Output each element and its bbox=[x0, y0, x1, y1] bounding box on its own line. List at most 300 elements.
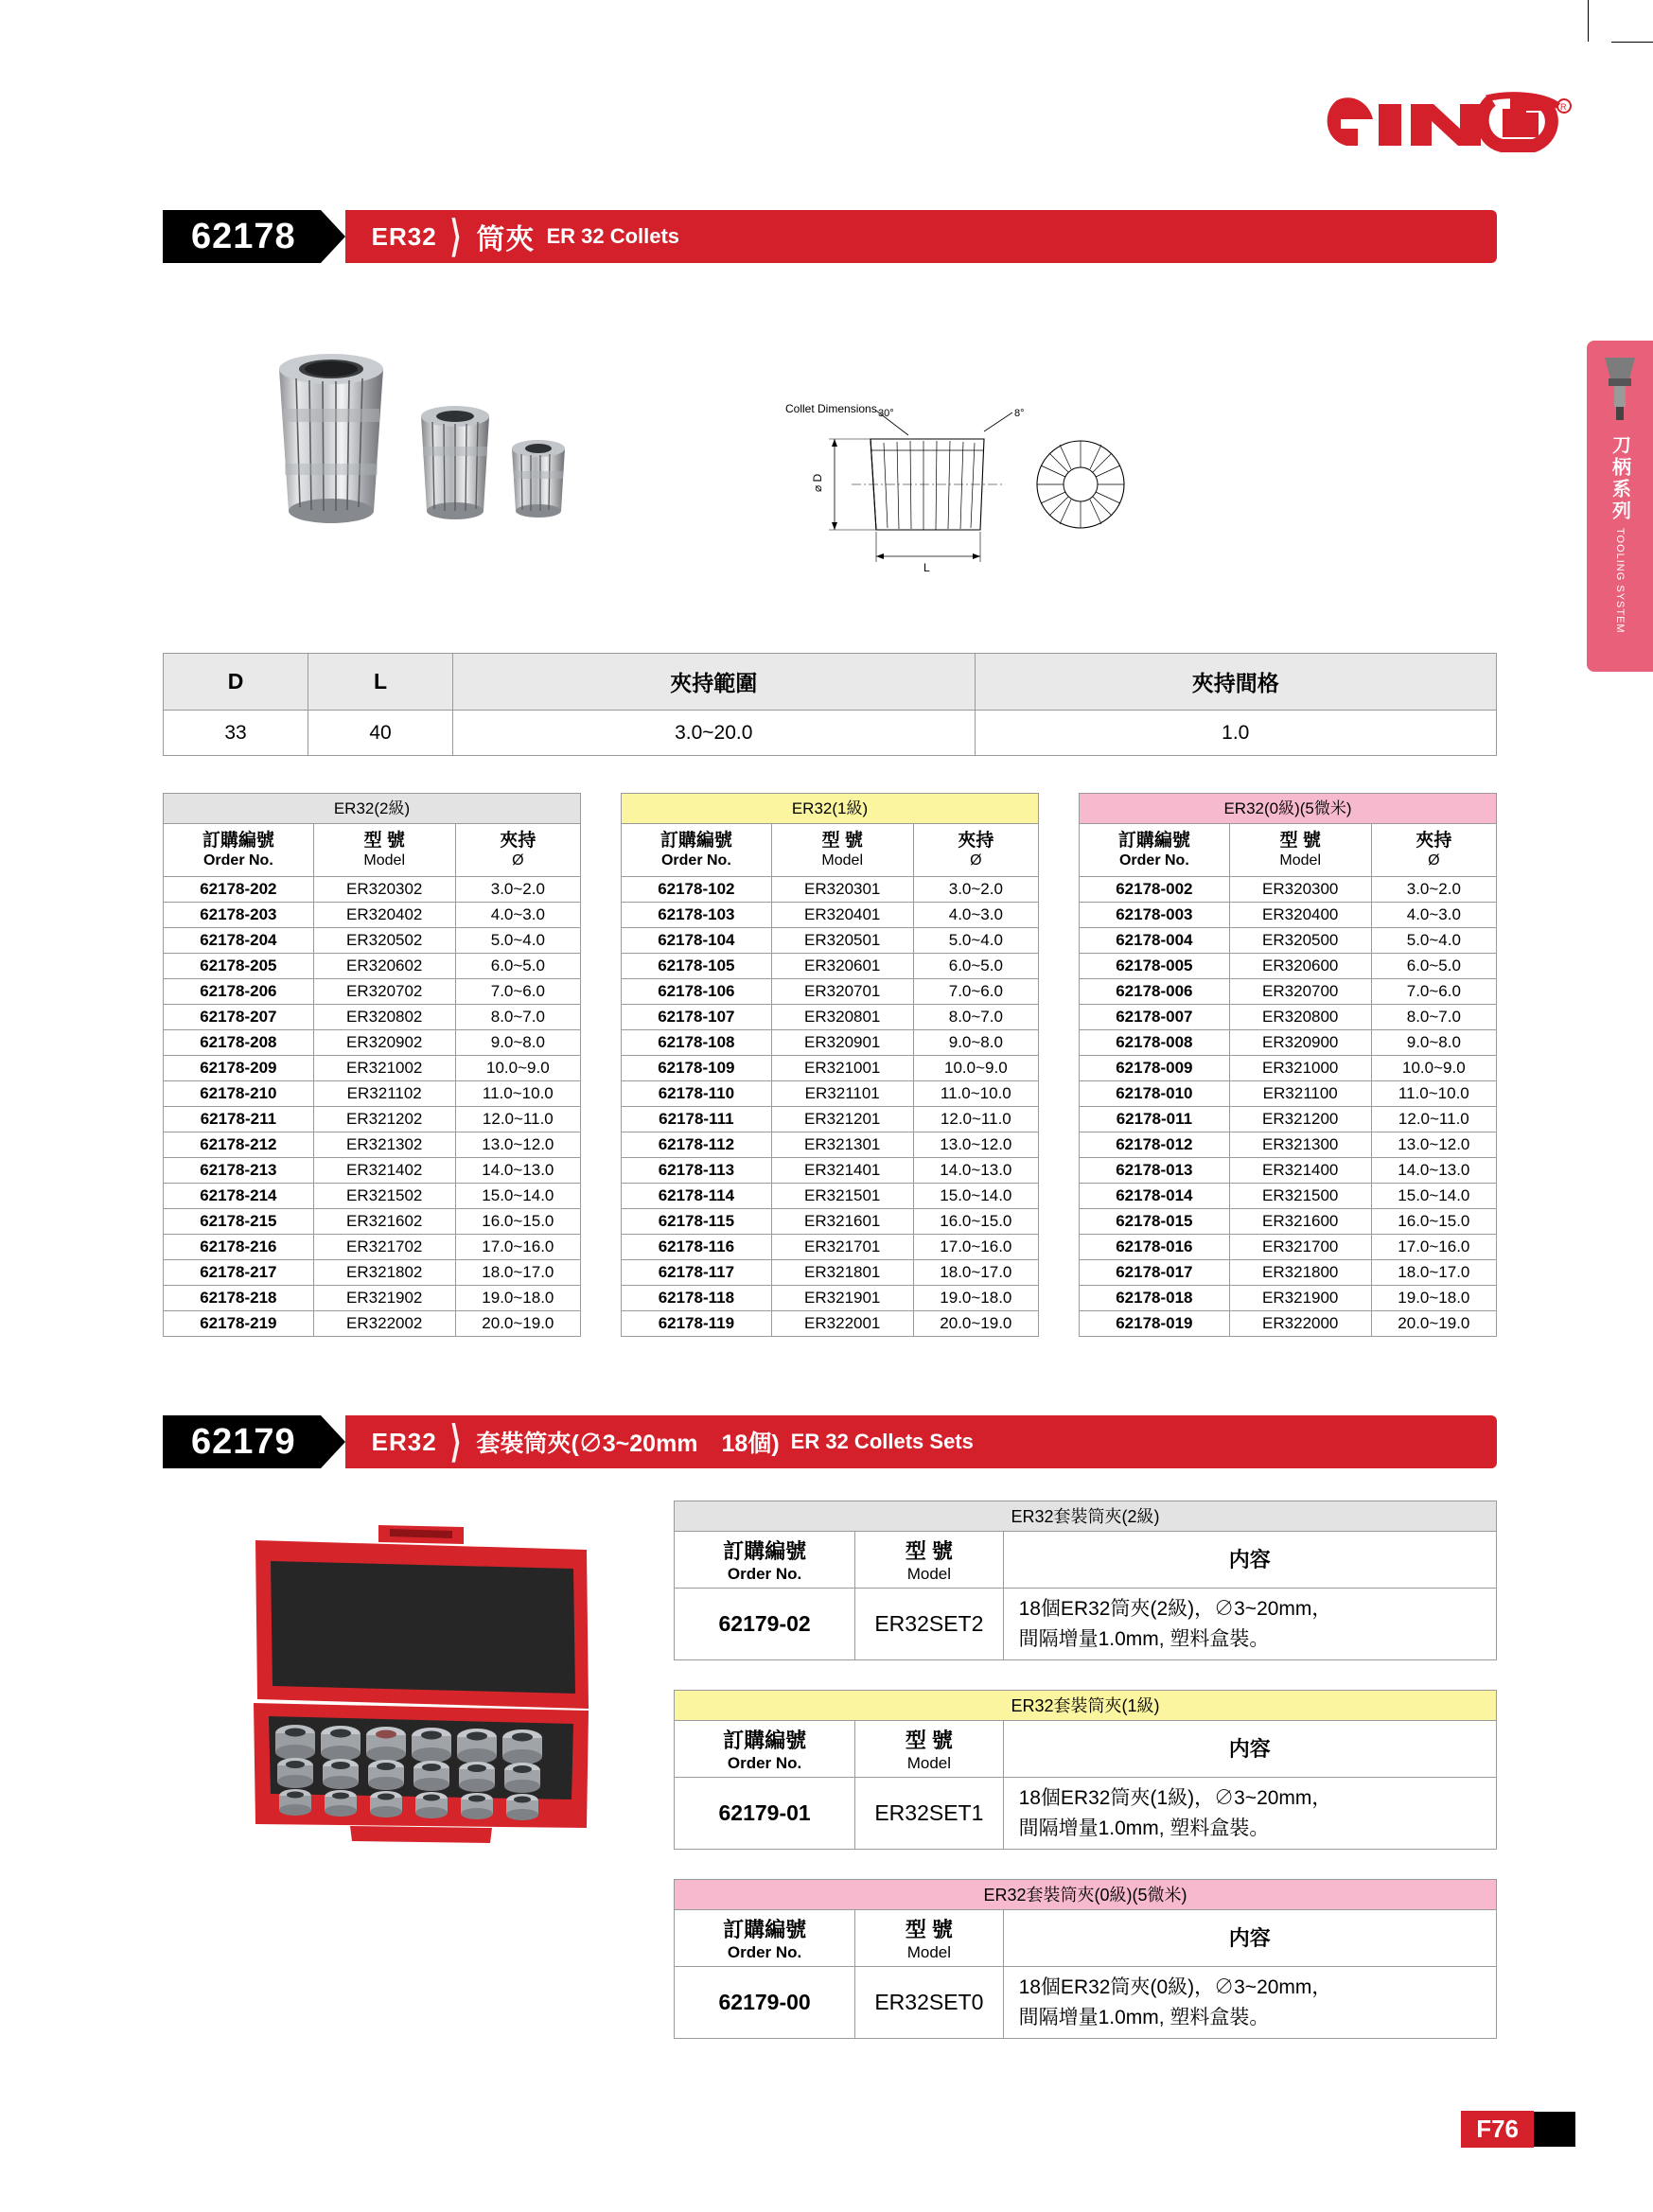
cell-order-no: 62178-207 bbox=[164, 1005, 314, 1030]
spec-header-range: 夾持範圍 bbox=[453, 654, 975, 711]
side-tab-tooling-system[interactable] bbox=[1587, 341, 1653, 672]
cell-model: ER321002 bbox=[313, 1056, 455, 1081]
cell-order-no: 62178-013 bbox=[1080, 1158, 1230, 1184]
order-table-title: ER32(2級) bbox=[163, 793, 581, 823]
cell-grip: 4.0~3.0 bbox=[455, 903, 580, 928]
table-row bbox=[164, 1235, 581, 1260]
set-header-orderno: 訂購編號 Order No. bbox=[675, 1910, 855, 1967]
cell-grip: 8.0~7.0 bbox=[913, 1005, 1038, 1030]
set-content-line1: 18個ER32筒夾(1級)，∅3~20mm， bbox=[1018, 1787, 1332, 1809]
cell-order-no: 62178-015 bbox=[1080, 1209, 1230, 1235]
cell-model: ER321001 bbox=[771, 1056, 913, 1081]
table-row bbox=[1080, 1158, 1497, 1184]
cell-model: ER320801 bbox=[771, 1005, 913, 1030]
cell-order-no: 62178-006 bbox=[1080, 979, 1230, 1005]
table-row bbox=[622, 1235, 1039, 1260]
svg-text:⌀ D: ⌀ D bbox=[811, 473, 824, 492]
table-row bbox=[1080, 1081, 1497, 1107]
table-row bbox=[622, 1107, 1039, 1132]
cell-order-no: 62178-206 bbox=[164, 979, 314, 1005]
cell-model: ER321701 bbox=[771, 1235, 913, 1260]
set-table-header-row bbox=[675, 1721, 1497, 1778]
cell-order-no: 62178-114 bbox=[622, 1184, 772, 1209]
table-row bbox=[1080, 1235, 1497, 1260]
spec-value-step: 1.0 bbox=[975, 711, 1497, 756]
cell-model: ER321802 bbox=[313, 1260, 455, 1286]
cell-model: ER320502 bbox=[313, 928, 455, 954]
cell-grip: 5.0~4.0 bbox=[913, 928, 1038, 954]
table-row bbox=[164, 1286, 581, 1311]
spec-table-value-row bbox=[164, 711, 1497, 756]
cell-order-no: 62178-113 bbox=[622, 1158, 772, 1184]
cell-model: ER321600 bbox=[1229, 1209, 1371, 1235]
cell-order-no: 62178-215 bbox=[164, 1209, 314, 1235]
order-table-block-1 bbox=[163, 793, 581, 1337]
cell-model: ER321801 bbox=[771, 1260, 913, 1286]
cell-grip: 11.0~10.0 bbox=[455, 1081, 580, 1107]
table-row bbox=[1080, 1311, 1497, 1337]
cell-order-no: 62178-117 bbox=[622, 1260, 772, 1286]
page-number-label: F76 bbox=[1461, 2111, 1534, 2148]
table-row bbox=[1080, 1286, 1497, 1311]
order-header-grip: 夾持 Ø bbox=[455, 824, 580, 877]
set-content-line1: 18個ER32筒夾(0級)，∅3~20mm， bbox=[1018, 1976, 1332, 1998]
cell-grip: 6.0~5.0 bbox=[1371, 954, 1496, 979]
cell-order-no: 62178-112 bbox=[622, 1132, 772, 1158]
cell-model: ER321101 bbox=[771, 1081, 913, 1107]
set-content-line2: 間隔增量1.0mm, 塑料盒裝。 bbox=[1018, 1627, 1270, 1650]
cell-order-no: 62178-211 bbox=[164, 1107, 314, 1132]
cell-model: ER320900 bbox=[1229, 1030, 1371, 1056]
table-row bbox=[1080, 1184, 1497, 1209]
table-row bbox=[164, 877, 581, 903]
set-table bbox=[674, 1909, 1497, 2039]
cell-grip: 15.0~14.0 bbox=[1371, 1184, 1496, 1209]
cell-model: ER320800 bbox=[1229, 1005, 1371, 1030]
cell-grip: 13.0~12.0 bbox=[455, 1132, 580, 1158]
cell-grip: 7.0~6.0 bbox=[913, 979, 1038, 1005]
order-table bbox=[621, 823, 1039, 1337]
svg-text:30°: 30° bbox=[878, 408, 894, 419]
banner-arrow-icon-2 bbox=[321, 1415, 345, 1468]
table-row bbox=[1080, 1030, 1497, 1056]
table-row bbox=[1080, 1005, 1497, 1030]
table-row bbox=[622, 877, 1039, 903]
order-header-model: 型 號 Model bbox=[771, 824, 913, 877]
cell-order-no: 62178-217 bbox=[164, 1260, 314, 1286]
table-row bbox=[1080, 1056, 1497, 1081]
cell-grip: 19.0~18.0 bbox=[455, 1286, 580, 1311]
cell-grip: 19.0~18.0 bbox=[1371, 1286, 1496, 1311]
set-table-header-row bbox=[675, 1532, 1497, 1589]
order-table-title: ER32(1級) bbox=[621, 793, 1039, 823]
cell-grip: 18.0~17.0 bbox=[455, 1260, 580, 1286]
table-row bbox=[164, 1107, 581, 1132]
order-table-block-2 bbox=[621, 793, 1039, 1337]
section2-code: 62179 bbox=[163, 1415, 321, 1468]
table-row bbox=[1080, 979, 1497, 1005]
cell-grip: 13.0~12.0 bbox=[913, 1132, 1038, 1158]
cell-order-no: 62178-210 bbox=[164, 1081, 314, 1107]
cell-order-no: 62178-102 bbox=[622, 877, 772, 903]
set-table bbox=[674, 1720, 1497, 1850]
set-cell-model: ER32SET0 bbox=[855, 1967, 1003, 2039]
cell-model: ER320301 bbox=[771, 877, 913, 903]
cell-order-no: 62178-213 bbox=[164, 1158, 314, 1184]
set-table-title: ER32套裝筒夾(2級) bbox=[674, 1501, 1497, 1531]
brand-logo bbox=[1320, 91, 1575, 159]
order-table-title: ER32(0級)(5微米) bbox=[1079, 793, 1497, 823]
cell-model: ER320401 bbox=[771, 903, 913, 928]
cell-order-no: 62178-011 bbox=[1080, 1107, 1230, 1132]
cell-model: ER321800 bbox=[1229, 1260, 1371, 1286]
cell-grip: 16.0~15.0 bbox=[913, 1209, 1038, 1235]
spec-table-header-row bbox=[164, 654, 1497, 711]
set-cell-model: ER32SET2 bbox=[855, 1589, 1003, 1660]
cell-model: ER321501 bbox=[771, 1184, 913, 1209]
table-row bbox=[164, 1132, 581, 1158]
cell-grip: 8.0~7.0 bbox=[455, 1005, 580, 1030]
cell-model: ER320601 bbox=[771, 954, 913, 979]
table-row bbox=[622, 979, 1039, 1005]
set-cell-content bbox=[1003, 1778, 1496, 1850]
cell-model: ER321902 bbox=[313, 1286, 455, 1311]
cell-order-no: 62178-111 bbox=[622, 1107, 772, 1132]
table-row bbox=[164, 954, 581, 979]
set-header-model: 型 號 Model bbox=[855, 1721, 1003, 1778]
section-title-cn: 筒夾 bbox=[476, 224, 536, 255]
table-row bbox=[675, 1967, 1497, 2039]
spec-header-l: L bbox=[308, 654, 453, 711]
cell-grip: 13.0~12.0 bbox=[1371, 1132, 1496, 1158]
cell-grip: 3.0~2.0 bbox=[913, 877, 1038, 903]
cell-model: ER320400 bbox=[1229, 903, 1371, 928]
cell-order-no: 62178-010 bbox=[1080, 1081, 1230, 1107]
table-row bbox=[164, 903, 581, 928]
cell-order-no: 62178-004 bbox=[1080, 928, 1230, 954]
cell-grip: 7.0~6.0 bbox=[1371, 979, 1496, 1005]
cell-grip: 20.0~19.0 bbox=[1371, 1311, 1496, 1337]
cell-model: ER321100 bbox=[1229, 1081, 1371, 1107]
cell-order-no: 62178-202 bbox=[164, 877, 314, 903]
cell-grip: 20.0~19.0 bbox=[913, 1311, 1038, 1337]
table-row bbox=[164, 1311, 581, 1337]
cell-model: ER320600 bbox=[1229, 954, 1371, 979]
cell-grip: 17.0~16.0 bbox=[1371, 1235, 1496, 1260]
cell-grip: 11.0~10.0 bbox=[913, 1081, 1038, 1107]
set-table-title: ER32套裝筒夾(1級) bbox=[674, 1690, 1497, 1720]
section2-title-cn: 套裝筒夾(∅3~20mm 18個) bbox=[476, 1431, 780, 1457]
cell-order-no: 62178-214 bbox=[164, 1184, 314, 1209]
side-tab-label-en: TOOLING SYSTEM bbox=[1614, 528, 1626, 634]
cell-grip: 5.0~4.0 bbox=[1371, 928, 1496, 954]
cell-grip: 7.0~6.0 bbox=[455, 979, 580, 1005]
table-row bbox=[675, 1778, 1497, 1850]
cell-model: ER321500 bbox=[1229, 1184, 1371, 1209]
crop-mark-top-right bbox=[1588, 0, 1589, 42]
banner-arrow-icon bbox=[321, 210, 345, 263]
cell-model: ER320302 bbox=[313, 877, 455, 903]
set-cell-content bbox=[1003, 1589, 1496, 1660]
cell-order-no: 62178-218 bbox=[164, 1286, 314, 1311]
table-row bbox=[622, 1158, 1039, 1184]
cell-grip: 14.0~13.0 bbox=[1371, 1158, 1496, 1184]
table-row bbox=[622, 1260, 1039, 1286]
cell-model: ER320700 bbox=[1229, 979, 1371, 1005]
cell-grip: 10.0~9.0 bbox=[913, 1056, 1038, 1081]
page-number-block bbox=[1534, 2112, 1575, 2147]
cell-order-no: 62178-118 bbox=[622, 1286, 772, 1311]
cell-model: ER321900 bbox=[1229, 1286, 1371, 1311]
table-row bbox=[1080, 1260, 1497, 1286]
cell-grip: 14.0~13.0 bbox=[913, 1158, 1038, 1184]
cell-order-no: 62178-108 bbox=[622, 1030, 772, 1056]
cell-grip: 18.0~17.0 bbox=[1371, 1260, 1496, 1286]
table-row bbox=[164, 1081, 581, 1107]
table-row bbox=[622, 1286, 1039, 1311]
table-row bbox=[622, 1132, 1039, 1158]
cell-grip: 12.0~11.0 bbox=[1371, 1107, 1496, 1132]
table-row bbox=[622, 1005, 1039, 1030]
cell-order-no: 62178-219 bbox=[164, 1311, 314, 1337]
cell-grip: 17.0~16.0 bbox=[455, 1235, 580, 1260]
cell-grip: 10.0~9.0 bbox=[455, 1056, 580, 1081]
cell-order-no: 62178-107 bbox=[622, 1005, 772, 1030]
order-header-model: 型 號 Model bbox=[313, 824, 455, 877]
collet-product-photo bbox=[241, 322, 771, 587]
cell-model: ER321901 bbox=[771, 1286, 913, 1311]
tool-holder-icon bbox=[1595, 354, 1644, 424]
set-table-block-3 bbox=[674, 1879, 1497, 2039]
cell-order-no: 62178-005 bbox=[1080, 954, 1230, 979]
cell-grip: 19.0~18.0 bbox=[913, 1286, 1038, 1311]
set-header-orderno: 訂購編號 Order No. bbox=[675, 1721, 855, 1778]
drawing-caption: Collet Dimensions bbox=[785, 402, 877, 415]
cell-order-no: 62178-002 bbox=[1080, 877, 1230, 903]
cell-grip: 12.0~11.0 bbox=[455, 1107, 580, 1132]
order-table bbox=[163, 823, 581, 1337]
order-table-header-row bbox=[164, 824, 581, 877]
table-row bbox=[164, 979, 581, 1005]
cell-grip: 3.0~2.0 bbox=[455, 877, 580, 903]
order-header-grip: 夾持 Ø bbox=[1371, 824, 1496, 877]
table-row bbox=[622, 1311, 1039, 1337]
cell-model: ER320901 bbox=[771, 1030, 913, 1056]
cell-order-no: 62178-009 bbox=[1080, 1056, 1230, 1081]
set-cell-order-no: 62179-01 bbox=[675, 1778, 855, 1850]
table-row bbox=[164, 1209, 581, 1235]
cell-order-no: 62178-203 bbox=[164, 903, 314, 928]
cell-model: ER321000 bbox=[1229, 1056, 1371, 1081]
set-content-line1: 18個ER32筒夾(2級)，∅3~20mm， bbox=[1018, 1598, 1332, 1620]
cell-grip: 15.0~14.0 bbox=[913, 1184, 1038, 1209]
cell-model: ER321601 bbox=[771, 1209, 913, 1235]
crop-mark-top-right-h bbox=[1611, 42, 1653, 43]
set-cell-order-no: 62179-00 bbox=[675, 1967, 855, 2039]
cell-model: ER320701 bbox=[771, 979, 913, 1005]
spec-value-range: 3.0~20.0 bbox=[453, 711, 975, 756]
cell-grip: 20.0~19.0 bbox=[455, 1311, 580, 1337]
cell-model: ER320902 bbox=[313, 1030, 455, 1056]
cell-grip: 12.0~11.0 bbox=[913, 1107, 1038, 1132]
side-tab-label-cn: 刀柄系列 bbox=[1609, 435, 1630, 522]
cell-order-no: 62178-104 bbox=[622, 928, 772, 954]
set-content-line2: 間隔增量1.0mm, 塑料盒裝。 bbox=[1018, 2006, 1270, 2028]
cell-model: ER320500 bbox=[1229, 928, 1371, 954]
cell-order-no: 62178-014 bbox=[1080, 1184, 1230, 1209]
table-row bbox=[164, 1260, 581, 1286]
cell-grip: 18.0~17.0 bbox=[913, 1260, 1038, 1286]
table-row bbox=[1080, 1132, 1497, 1158]
cell-order-no: 62178-119 bbox=[622, 1311, 772, 1337]
cell-order-no: 62178-016 bbox=[1080, 1235, 1230, 1260]
set-header-model: 型 號 Model bbox=[855, 1532, 1003, 1589]
set-table-title: ER32套裝筒夾(0級)(5微米) bbox=[674, 1879, 1497, 1909]
cell-order-no: 62178-003 bbox=[1080, 903, 1230, 928]
spec-table bbox=[163, 653, 1497, 756]
cell-model: ER321201 bbox=[771, 1107, 913, 1132]
table-row bbox=[622, 928, 1039, 954]
set-content-line2: 間隔增量1.0mm, 塑料盒裝。 bbox=[1018, 1817, 1270, 1839]
table-row bbox=[164, 1184, 581, 1209]
spec-header-step: 夾持間格 bbox=[975, 654, 1497, 711]
cell-grip: 3.0~2.0 bbox=[1371, 877, 1496, 903]
cell-order-no: 62178-109 bbox=[622, 1056, 772, 1081]
order-header-grip: 夾持 Ø bbox=[913, 824, 1038, 877]
cell-order-no: 62178-204 bbox=[164, 928, 314, 954]
cell-model: ER320402 bbox=[313, 903, 455, 928]
spec-value-d: 33 bbox=[164, 711, 308, 756]
cell-grip: 9.0~8.0 bbox=[1371, 1030, 1496, 1056]
cell-grip: 6.0~5.0 bbox=[913, 954, 1038, 979]
table-row bbox=[622, 1209, 1039, 1235]
cell-grip: 11.0~10.0 bbox=[1371, 1081, 1496, 1107]
cell-grip: 16.0~15.0 bbox=[455, 1209, 580, 1235]
svg-text:R: R bbox=[1560, 102, 1567, 112]
table-row bbox=[164, 1158, 581, 1184]
cell-model: ER320300 bbox=[1229, 877, 1371, 903]
set-table-header-row bbox=[675, 1910, 1497, 1967]
cell-model: ER321402 bbox=[313, 1158, 455, 1184]
cell-model: ER321200 bbox=[1229, 1107, 1371, 1132]
cell-grip: 14.0~13.0 bbox=[455, 1158, 580, 1184]
order-header-orderno: 訂購編號 Order No. bbox=[1080, 824, 1230, 877]
set-table bbox=[674, 1531, 1497, 1660]
cell-order-no: 62178-017 bbox=[1080, 1260, 1230, 1286]
table-row bbox=[675, 1589, 1497, 1660]
table-row bbox=[164, 1056, 581, 1081]
cell-model: ER322002 bbox=[313, 1311, 455, 1337]
set-cell-order-no: 62179-02 bbox=[675, 1589, 855, 1660]
order-header-model: 型 號 Model bbox=[1229, 824, 1371, 877]
section-code: 62178 bbox=[163, 210, 321, 263]
table-row bbox=[622, 903, 1039, 928]
set-cell-content bbox=[1003, 1967, 1496, 2039]
cell-grip: 4.0~3.0 bbox=[913, 903, 1038, 928]
cell-model: ER321502 bbox=[313, 1184, 455, 1209]
table-row bbox=[164, 1005, 581, 1030]
table-row bbox=[622, 1056, 1039, 1081]
table-row bbox=[1080, 1209, 1497, 1235]
cell-order-no: 62178-212 bbox=[164, 1132, 314, 1158]
cell-grip: 15.0~14.0 bbox=[455, 1184, 580, 1209]
cell-order-no: 62178-209 bbox=[164, 1056, 314, 1081]
cell-grip: 5.0~4.0 bbox=[455, 928, 580, 954]
section2-title-en: ER 32 Collets Sets bbox=[790, 1430, 974, 1453]
set-header-content: 内容 bbox=[1003, 1910, 1496, 1967]
cell-model: ER321401 bbox=[771, 1158, 913, 1184]
cell-model: ER320501 bbox=[771, 928, 913, 954]
cell-model: ER321102 bbox=[313, 1081, 455, 1107]
set-header-orderno: 訂購編號 Order No. bbox=[675, 1532, 855, 1589]
cell-model: ER321202 bbox=[313, 1107, 455, 1132]
page-number bbox=[1461, 2111, 1575, 2148]
order-table-header-row bbox=[1080, 824, 1497, 877]
order-table-block-3 bbox=[1079, 793, 1497, 1337]
cell-order-no: 62178-018 bbox=[1080, 1286, 1230, 1311]
cell-order-no: 62178-116 bbox=[622, 1235, 772, 1260]
cell-order-no: 62178-012 bbox=[1080, 1132, 1230, 1158]
order-table bbox=[1079, 823, 1497, 1337]
table-row bbox=[1080, 903, 1497, 928]
section-banner-62179 bbox=[163, 1415, 1497, 1468]
cell-order-no: 62178-008 bbox=[1080, 1030, 1230, 1056]
set-header-content: 内容 bbox=[1003, 1721, 1496, 1778]
table-row bbox=[164, 1030, 581, 1056]
cell-model: ER321702 bbox=[313, 1235, 455, 1260]
spec-header-d: D bbox=[164, 654, 308, 711]
table-row bbox=[622, 954, 1039, 979]
section-series: ER32 bbox=[371, 221, 437, 251]
collet-dimension-drawing bbox=[785, 397, 1183, 587]
svg-text:L: L bbox=[923, 561, 930, 574]
order-table-header-row bbox=[622, 824, 1039, 877]
table-row bbox=[622, 1081, 1039, 1107]
cell-model: ER321302 bbox=[313, 1132, 455, 1158]
cell-order-no: 62178-216 bbox=[164, 1235, 314, 1260]
cell-order-no: 62178-019 bbox=[1080, 1311, 1230, 1337]
cell-model: ER320602 bbox=[313, 954, 455, 979]
section-title-en: ER 32 Collets bbox=[546, 224, 680, 248]
set-table-block-1 bbox=[674, 1501, 1497, 1660]
cell-order-no: 62178-115 bbox=[622, 1209, 772, 1235]
set-table-block-2 bbox=[674, 1690, 1497, 1850]
cell-grip: 6.0~5.0 bbox=[455, 954, 580, 979]
cell-grip: 8.0~7.0 bbox=[1371, 1005, 1496, 1030]
set-header-model: 型 號 Model bbox=[855, 1910, 1003, 1967]
cell-model: ER320802 bbox=[313, 1005, 455, 1030]
cell-order-no: 62178-103 bbox=[622, 903, 772, 928]
cell-order-no: 62178-205 bbox=[164, 954, 314, 979]
section2-series: ER32 bbox=[371, 1427, 437, 1456]
table-row bbox=[1080, 877, 1497, 903]
collet-set-case-photo bbox=[237, 1523, 606, 1845]
order-header-orderno: 訂購編號 Order No. bbox=[164, 824, 314, 877]
cell-order-no: 62178-208 bbox=[164, 1030, 314, 1056]
cell-grip: 9.0~8.0 bbox=[913, 1030, 1038, 1056]
chevron-right-icon-2: ⟩ bbox=[449, 1418, 462, 1466]
cell-model: ER320702 bbox=[313, 979, 455, 1005]
cell-model: ER321400 bbox=[1229, 1158, 1371, 1184]
cell-model: ER322000 bbox=[1229, 1311, 1371, 1337]
spec-value-l: 40 bbox=[308, 711, 453, 756]
cell-grip: 17.0~16.0 bbox=[913, 1235, 1038, 1260]
table-row bbox=[1080, 1107, 1497, 1132]
table-row bbox=[622, 1030, 1039, 1056]
order-header-orderno: 訂購編號 Order No. bbox=[622, 824, 772, 877]
set-header-content: 内容 bbox=[1003, 1532, 1496, 1589]
cell-model: ER321602 bbox=[313, 1209, 455, 1235]
